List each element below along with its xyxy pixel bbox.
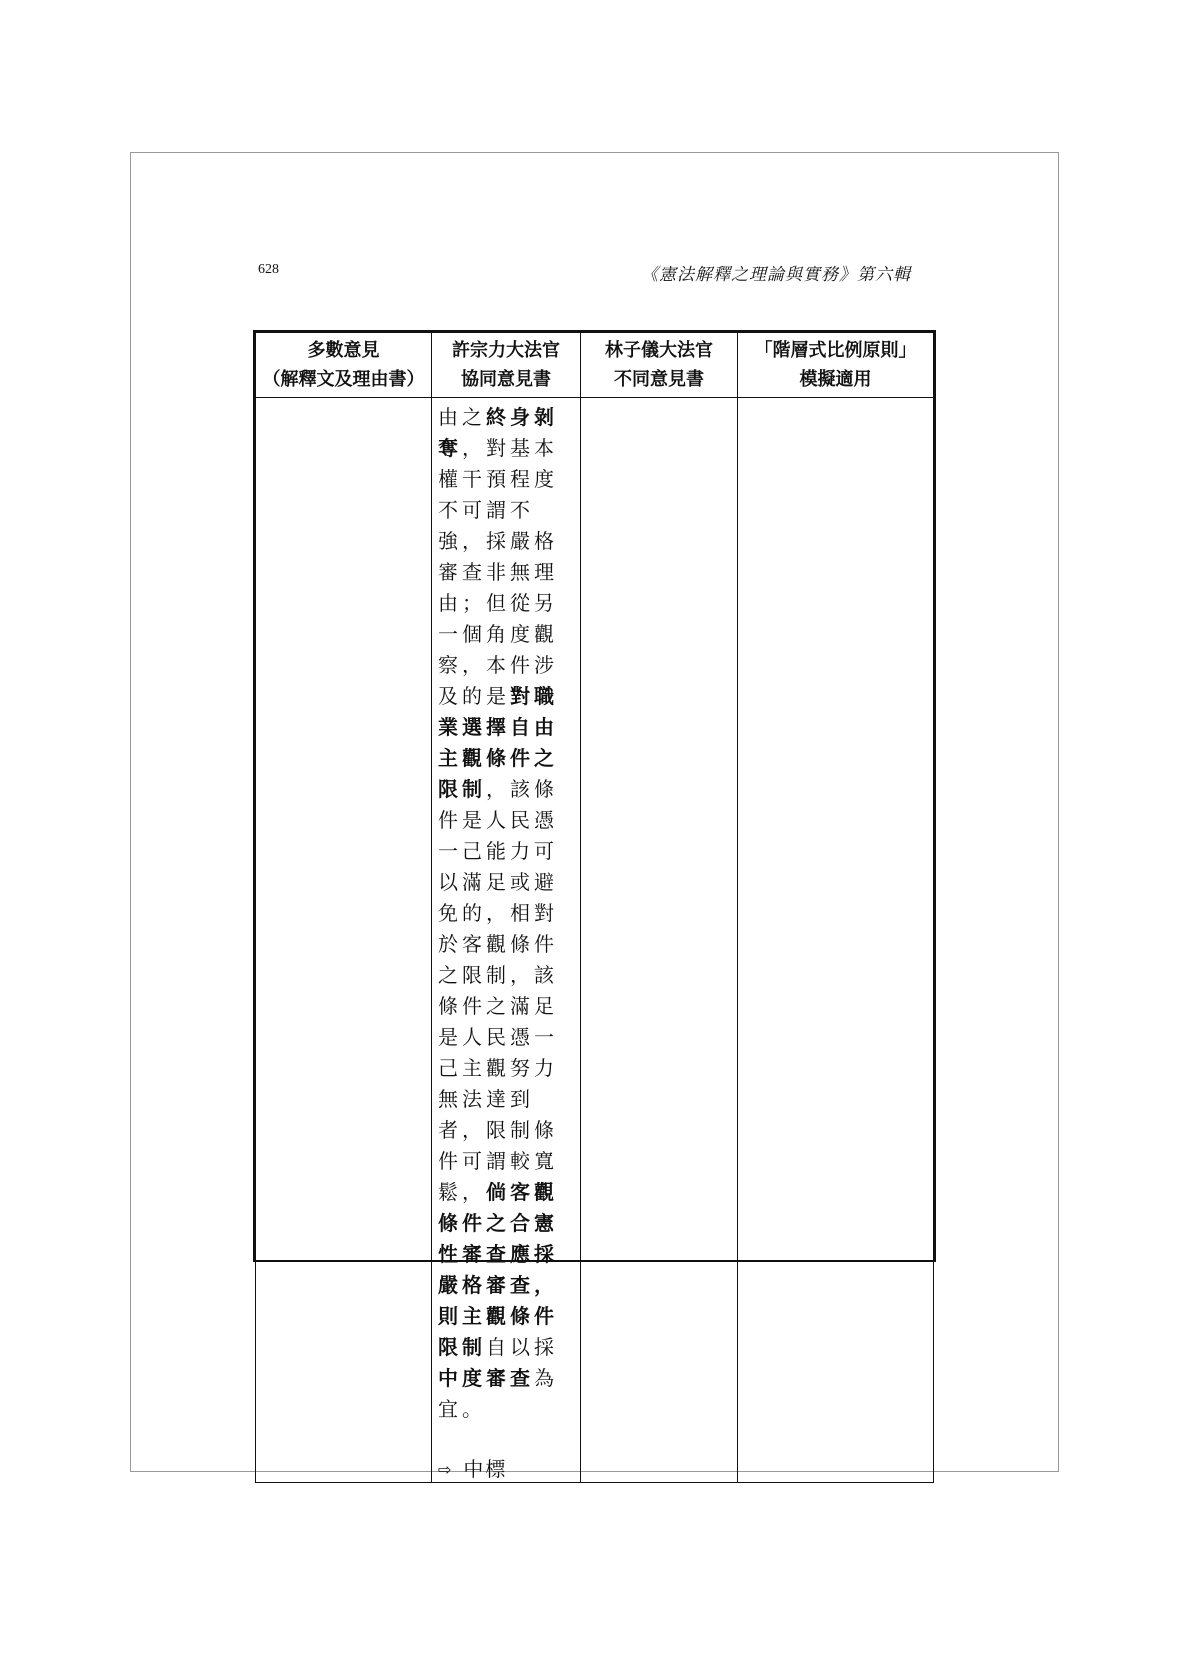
cell-lin-dissenting [581, 398, 738, 1483]
cell-tiered-proportionality [738, 398, 934, 1483]
table-row [256, 398, 934, 1483]
header-line: 林子儀大法官 [605, 340, 713, 361]
body-text: ，該條件是人民憑一己能力可以滿足或避免的，相對於客觀條件之限制，該條件之滿足是人民憑一己主觀努力無法達到者，限制條件可謂較寬鬆， [438, 777, 558, 1204]
body-text: ，對基本權干預程度不可謂不強，採嚴格審查非無理由；但從另一個角度觀察，本件涉及的是 [438, 436, 558, 708]
right-arrow-icon: ⇨ [438, 1460, 454, 1479]
comparison-table [253, 330, 936, 1481]
header-majority-opinion [256, 333, 432, 398]
header-line: 不同意見書 [614, 369, 704, 390]
body-text: 為宜。 [438, 1366, 558, 1421]
header-line: 許宗力大法官 [452, 340, 560, 361]
body-text: 自以採 [486, 1335, 558, 1359]
header-tiered-proportionality [738, 333, 934, 398]
header-line: 模擬適用 [799, 369, 872, 390]
emphasis-text: 倘客觀條件之合憲性審查應採嚴格審查，則主觀條件限制 [438, 1180, 558, 1359]
emphasis-text: 中度審查 [438, 1366, 534, 1390]
header-lin-dissenting [581, 333, 738, 398]
section-marker [432, 1453, 580, 1482]
header-line: 多數意見 [307, 340, 380, 361]
cell-hsu-concurring [432, 398, 581, 1483]
running-title: 《憲法解釋之理論與實務》第六輯 [641, 265, 911, 285]
header-line: 「階層式比例原則」 [754, 340, 917, 361]
concurring-text [432, 398, 580, 1425]
header-hsu-concurring [432, 333, 581, 398]
body-text: 由之 [438, 405, 486, 429]
emphasis-text: 對職業選擇自由主觀條件之限制 [438, 684, 558, 801]
cell-majority-opinion [256, 398, 432, 1483]
header-line: （解釋文及理由書） [262, 369, 425, 390]
table-header-row [256, 333, 934, 398]
emphasis-text: 終身剝奪 [438, 405, 558, 460]
page-number: 628 [258, 262, 279, 277]
section-marker-label: 中標 [463, 1457, 508, 1481]
header-line: 協同意見書 [461, 369, 551, 390]
